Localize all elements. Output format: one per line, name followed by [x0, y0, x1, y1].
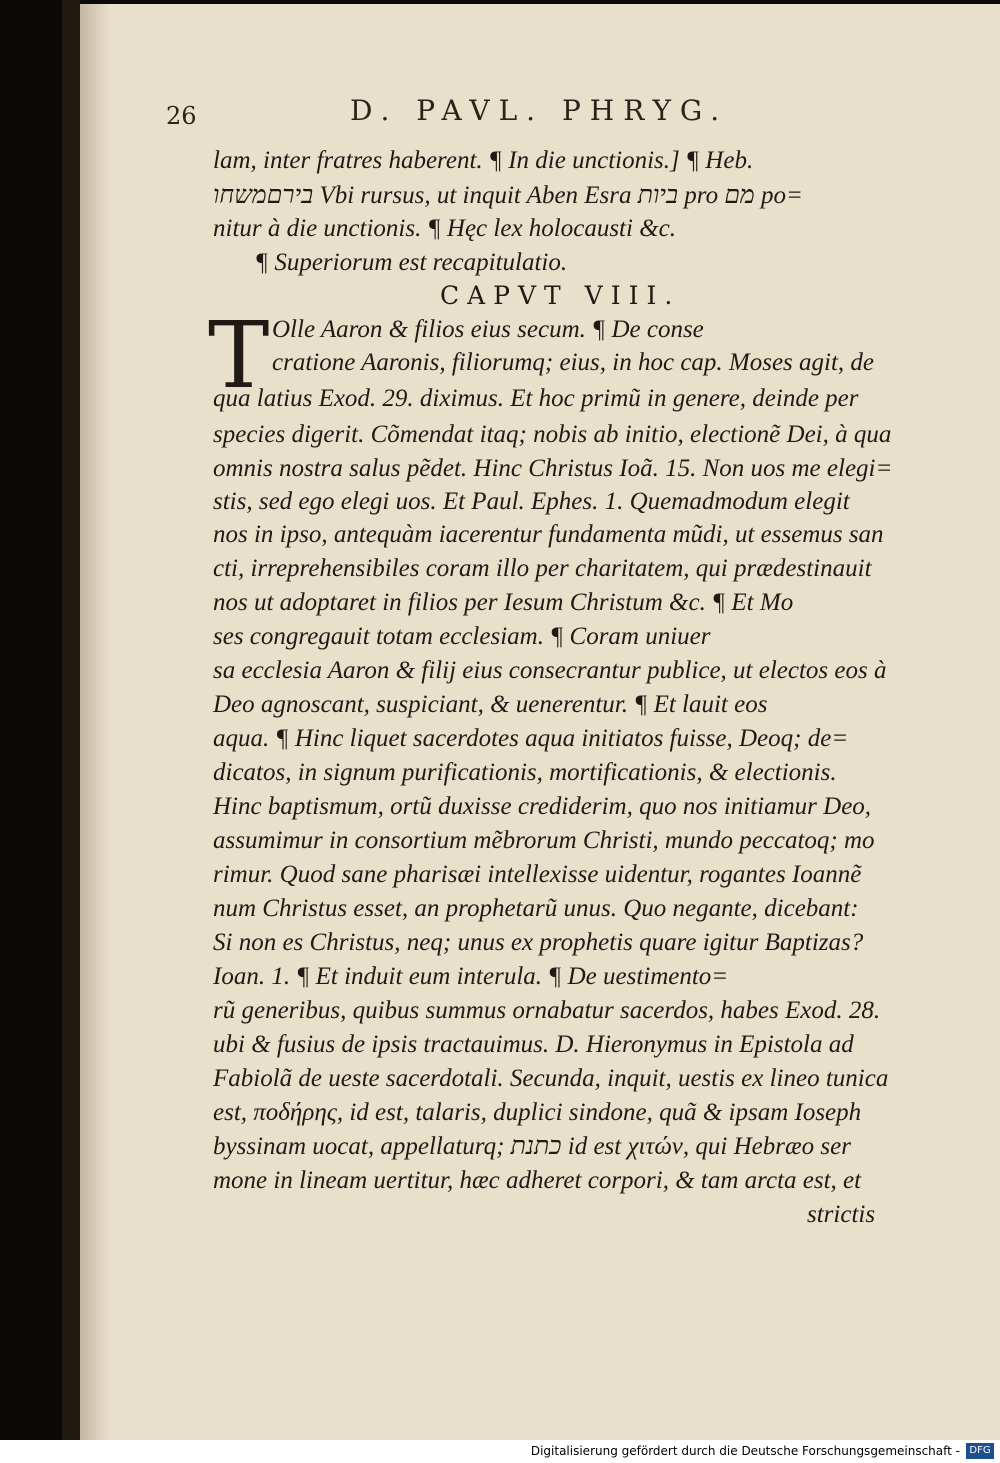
text-line: בירםמשחו Vbi rursus, ut inquit Aben Esra ביות pro מם po= [213, 182, 803, 209]
text-line: assumimur in consortium mẽbrorum Christi, mundo peccatoq; mo [213, 827, 875, 854]
text-line: nos ut adoptaret in filios per Iesum Christum &c. ¶ Et Mo [213, 589, 794, 616]
text-line: ¶ Superiorum est recapitulatio. [255, 249, 568, 276]
text-line: qua latius Exod. 29. diximus. Et hoc primũ in genere, deinde per [213, 385, 859, 412]
text-line: Ioan. 1. ¶ Et induit eum interula. ¶ De uestimento= [213, 963, 729, 990]
page-number: 26 [166, 102, 197, 130]
text-line: lam, inter fratres haberent. ¶ In die unctionis.] ¶ Heb. [213, 147, 754, 174]
text-line: Hinc baptismum, ortũ duxisse crediderim, quo nos initiamur Deo, [213, 793, 872, 820]
text-line: Fabiolã de ueste sacerdotali. Secunda, inquit, uestis ex lineo tunica [213, 1065, 889, 1092]
text-line: nitur à die unctionis. ¶ Hęc lex holocausti &c. [213, 215, 676, 242]
text-line: Deo agnoscant, suspiciant, & uenerentur. ¶ Et lauit eos [213, 691, 768, 718]
drop-cap-initial: T [208, 302, 270, 409]
text-line: Olle Aaron & filios eius secum. ¶ De conse [272, 316, 704, 343]
dfg-logo-icon: DFG [966, 1443, 994, 1459]
text-line: aqua. ¶ Hinc liquet sacerdotes aqua initiatos fuisse, Deoq; de= [213, 725, 849, 752]
text-line: ses congregauit totam ecclesiam. ¶ Coram uniuer [213, 623, 711, 650]
page-gutter-shadow [80, 4, 110, 1440]
text-line: species digerit. Cõmendat itaq; nobis ab initio, electionẽ Dei, à qua [213, 421, 892, 448]
text-line: rimur. Quod sane pharisæi intellexisse uidentur, rogantes Ioannẽ [213, 861, 862, 888]
text-line: dicatos, in signum purificationis, mortificationis, & electionis. [213, 759, 837, 786]
book-page [80, 4, 1000, 1440]
catchword: strictis [807, 1201, 876, 1228]
text-line: num Christus esset, an prophetarũ unus. Quo negante, dicebant: [213, 895, 859, 922]
text-line: stis, sed ego elegi uos. Et Paul. Ephes. 1. Quemadmodum elegit [213, 488, 850, 515]
text-line: ubi & fusius de ipsis tractauimus. D. Hieronymus in Epistola ad [213, 1031, 854, 1058]
text-line: nos in ipso, antequàm iacerentur fundamenta mũdi, ut essemus san [213, 521, 884, 548]
funding-caption: Digitalisierung gefördert durch die Deutsche Forschungsgemeinschaft - [530, 1444, 960, 1458]
book-spine-edge [62, 0, 80, 1440]
text-line: est, ποδήρης, id est, talaris, duplici sindone, quã & ipsam Ioseph [213, 1099, 862, 1126]
running-head: D. PAVL. PHRYG. [350, 94, 729, 127]
chapter-heading: CAPVT VIII. [440, 281, 681, 310]
footer-caption-bar [0, 1440, 1000, 1463]
text-line: cratione Aaronis, filiorumq; eius, in hoc cap. Moses agit, de [272, 349, 875, 376]
text-line: sa ecclesia Aaron & filij eius consecrantur publice, ut electos eos à [213, 657, 887, 684]
text-line: rũ generibus, quibus summus ornabatur sacerdos, habes Exod. 28. [213, 997, 881, 1024]
text-line: byssinam uocat, appellaturq; כתנת id est χιτών, qui Hebræo ser [213, 1133, 851, 1160]
text-line: cti, irreprehensibiles coram illo per charitatem, qui prædestinauit [213, 555, 872, 582]
text-line: Si non es Christus, neq; unus ex prophetis quare igitur Baptizas? [213, 929, 864, 956]
text-line: mone in lineam uertitur, hæc adheret corpori, & tam arcta est, et [213, 1167, 862, 1194]
text-line: omnis nostra salus pẽdet. Hinc Christus Ioã. 15. Non uos me elegi= [213, 455, 893, 482]
